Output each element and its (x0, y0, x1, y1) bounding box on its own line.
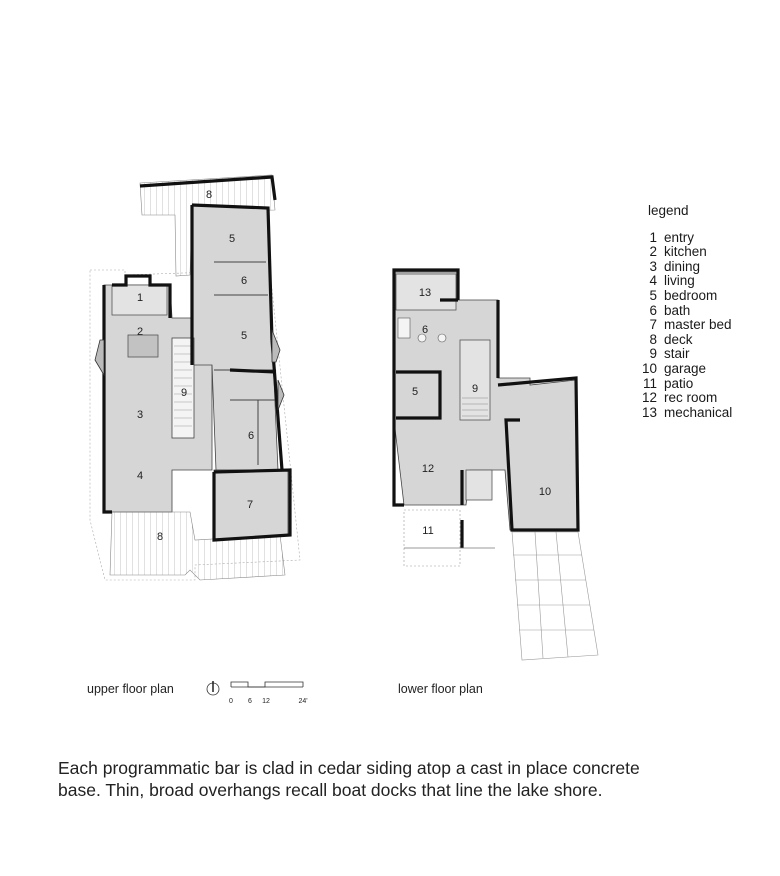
legend-item (636, 391, 732, 406)
upper-label-entry: 1 (136, 292, 144, 304)
scale-tick-24: 24' (298, 698, 308, 705)
legend-item (636, 333, 732, 348)
legend-item-label: master bed (664, 317, 732, 333)
upper-floor-plan (90, 175, 300, 580)
lower-label-bedroom: 5 (411, 386, 419, 398)
upper-plan-caption: upper floor plan (87, 682, 174, 696)
legend-item (636, 377, 732, 392)
legend-item-number: 8 (649, 331, 657, 347)
upper-label-deck: 8 (205, 189, 213, 201)
legend-item (636, 406, 732, 421)
legend-item (636, 304, 732, 319)
legend-item-label: bath (664, 302, 691, 318)
legend-item-label: entry (664, 229, 695, 245)
upper-label-bedroom-2: 5 (240, 330, 248, 342)
legend-item-number: 5 (649, 287, 657, 303)
lower-label-bath: 6 (421, 324, 429, 336)
description-text: Each programmatic bar is clad in cedar siding atop a cast in place concrete base. Thin, broad overhangs recall boat docks that line the lake shore. (58, 758, 640, 800)
legend (636, 204, 732, 420)
lower-plan-caption: lower floor plan (398, 682, 483, 696)
upper-label-bath-2: 6 (247, 430, 255, 442)
upper-label-bedroom-1: 5 (228, 233, 236, 245)
legend-item (636, 347, 732, 362)
legend-item (636, 274, 732, 289)
legend-item (636, 289, 732, 304)
scale-tick-12: 12 (262, 698, 270, 705)
legend-item (636, 231, 732, 246)
lower-label-stair: 9 (471, 383, 479, 395)
legend-item-label: rec room (664, 390, 718, 406)
legend-item-label: kitchen (664, 244, 707, 260)
upper-label-living: 4 (136, 470, 144, 482)
legend-item-label: bedroom (664, 287, 718, 303)
lower-floor-plan (394, 270, 598, 660)
patio (404, 510, 460, 566)
legend-item-number: 3 (649, 258, 657, 274)
upper-label-dining: 3 (136, 409, 144, 421)
north-arrow-icon (207, 681, 219, 695)
legend-item-number: 9 (649, 346, 657, 362)
lower-label-garage: 10 (538, 486, 552, 498)
lower-label-rec-room: 12 (421, 463, 435, 475)
lower-label-mechanical: 13 (418, 287, 432, 299)
legend-item-label: stair (664, 346, 690, 362)
upper-label-bath-1: 6 (240, 275, 248, 287)
legend-item-number: 12 (641, 390, 657, 406)
legend-item (636, 362, 732, 377)
legend-title: legend (648, 203, 689, 218)
legend-item-label: deck (664, 331, 693, 347)
legend-list (636, 231, 732, 421)
legend-item-label: mechanical (664, 404, 733, 420)
legend-item-number: 13 (641, 404, 657, 420)
upper-label-master-bed: 7 (246, 499, 254, 511)
legend-item-number: 4 (649, 273, 657, 289)
legend-item (636, 245, 732, 260)
legend-item-label: living (664, 273, 695, 289)
legend-item-number: 2 (649, 244, 657, 260)
scale-tick-6: 6 (248, 698, 252, 705)
upper-label-kitchen: 2 (136, 326, 144, 338)
legend-item-label: patio (664, 375, 694, 391)
lower-label-patio: 11 (422, 525, 434, 537)
driveway-grid (512, 532, 598, 660)
legend-item-number: 1 (649, 229, 657, 245)
legend-item (636, 260, 732, 275)
legend-item-number: 7 (649, 317, 657, 333)
upper-label-deck-2: 8 (156, 531, 164, 543)
scale-tick-0: 0 (229, 698, 233, 705)
legend-item-number: 10 (641, 360, 657, 376)
legend-item-number: 6 (649, 302, 657, 318)
legend-item-number: 11 (642, 375, 657, 391)
upper-label-stair: 9 (180, 387, 188, 399)
lower-stair-area (460, 340, 490, 420)
legend-item (636, 318, 732, 333)
legend-item-label: garage (664, 360, 707, 376)
scale-bar (229, 682, 308, 705)
legend-item-label: dining (664, 258, 701, 274)
